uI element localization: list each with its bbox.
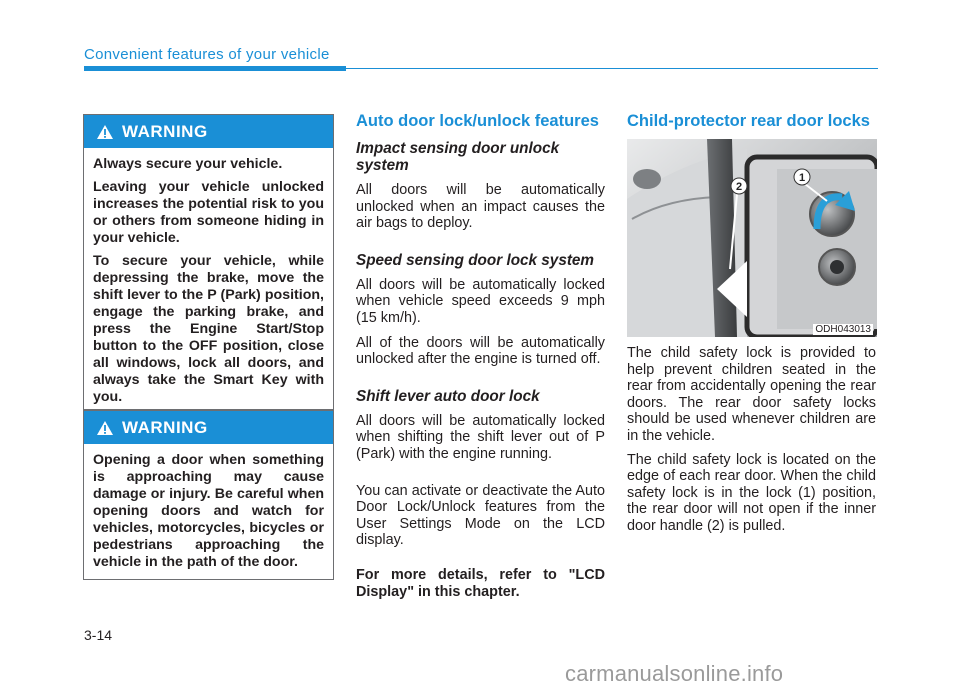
callout-2-label: 2	[735, 181, 743, 193]
child-lock-text	[627, 345, 876, 535]
warning-paragraph: Always secure your vehicle.	[93, 156, 283, 172]
warning-box-door-opening	[83, 410, 334, 580]
warning-body	[84, 148, 333, 422]
header-rule-thin	[346, 68, 878, 69]
warning-box-secure-vehicle	[83, 114, 334, 410]
door-edge-illustration	[627, 139, 877, 337]
callout-1-label: 1	[798, 172, 806, 184]
shift-text: All doors will be automatically locked when shifting the shift lever out of P (Park) with the engine running.	[356, 412, 605, 462]
subheading-speed: Speed sensing door lock system	[356, 251, 595, 269]
impact-text: All doors will be automatically unlocked when an impact causes the air bags to deploy.	[356, 182, 605, 232]
warning-paragraph: To secure your vehicle, while depressing the brake, move the shift lever to the P (Park) position, engage the parking brake, and press the Engine Start/Stop button to the OFF position, close all windows, lock all doors, and always take the Smart Key with you.	[93, 253, 324, 405]
warning-header	[84, 411, 333, 444]
section-title: Convenient features of your vehicle	[84, 46, 330, 63]
child-lock-text-purpose: The child safety lock is provided to help prevent children seated in the rear from accidentally opening the rear doors. The rear door safety locks should be used whenever children are in the vehicle.	[627, 345, 876, 444]
watermark: carmanualsonline.info	[565, 661, 784, 686]
child-lock-text-location: The child safety lock is located on the edge of each rear door. When the child safety lock is in the lock (1) position, the rear door will not open if the inner door handle (2) is pulled.	[627, 451, 876, 534]
warning-paragraph: Opening a door when something is approaching may cause damage or injury. Be careful when opening doors and watch for vehicles, motorcycles, bicycles or pedestrians approaching the vehicle in the path of the door.	[93, 452, 324, 570]
subheading-impact: Impact sensing door unlock system	[356, 140, 560, 174]
warning-paragraph: Leaving your vehicle unlocked increases the potential risk to you or others from someone hiding in your vehicle.	[93, 179, 324, 246]
subheading-shift: Shift lever auto door lock	[356, 387, 540, 405]
details-reference-text: For more details, refer to "LCD Display" in this chapter.	[356, 566, 605, 600]
section-heading: Child-protector rear door locks	[627, 112, 870, 130]
child-lock-section	[627, 112, 876, 131]
header-rule-thick	[84, 66, 346, 71]
speed-text-unlock: All of the doors will be automatically unlocked after the engine is turned off.	[356, 334, 605, 368]
warning-body	[84, 444, 333, 587]
speed-text-lock: All doors will be automatically locked when vehicle speed exceeds 9 mph (15 km/h).	[356, 276, 605, 326]
image-code: ODH043013	[815, 324, 871, 335]
warning-triangle-icon	[96, 124, 114, 140]
section-heading: Auto door lock/unlock features	[356, 112, 599, 130]
lcd-settings-text: You can activate or deactivate the Auto Door Lock/Unlock features from the User Settings Mode on the LCD display.	[356, 482, 605, 549]
child-lock-illustration	[627, 139, 877, 337]
warning-triangle-icon	[96, 420, 114, 436]
warning-header	[84, 115, 333, 148]
auto-door-lock-section	[356, 112, 605, 600]
warning-title: WARNING	[122, 121, 208, 141]
page-number: 3-14	[84, 627, 113, 643]
warning-title: WARNING	[122, 417, 208, 437]
